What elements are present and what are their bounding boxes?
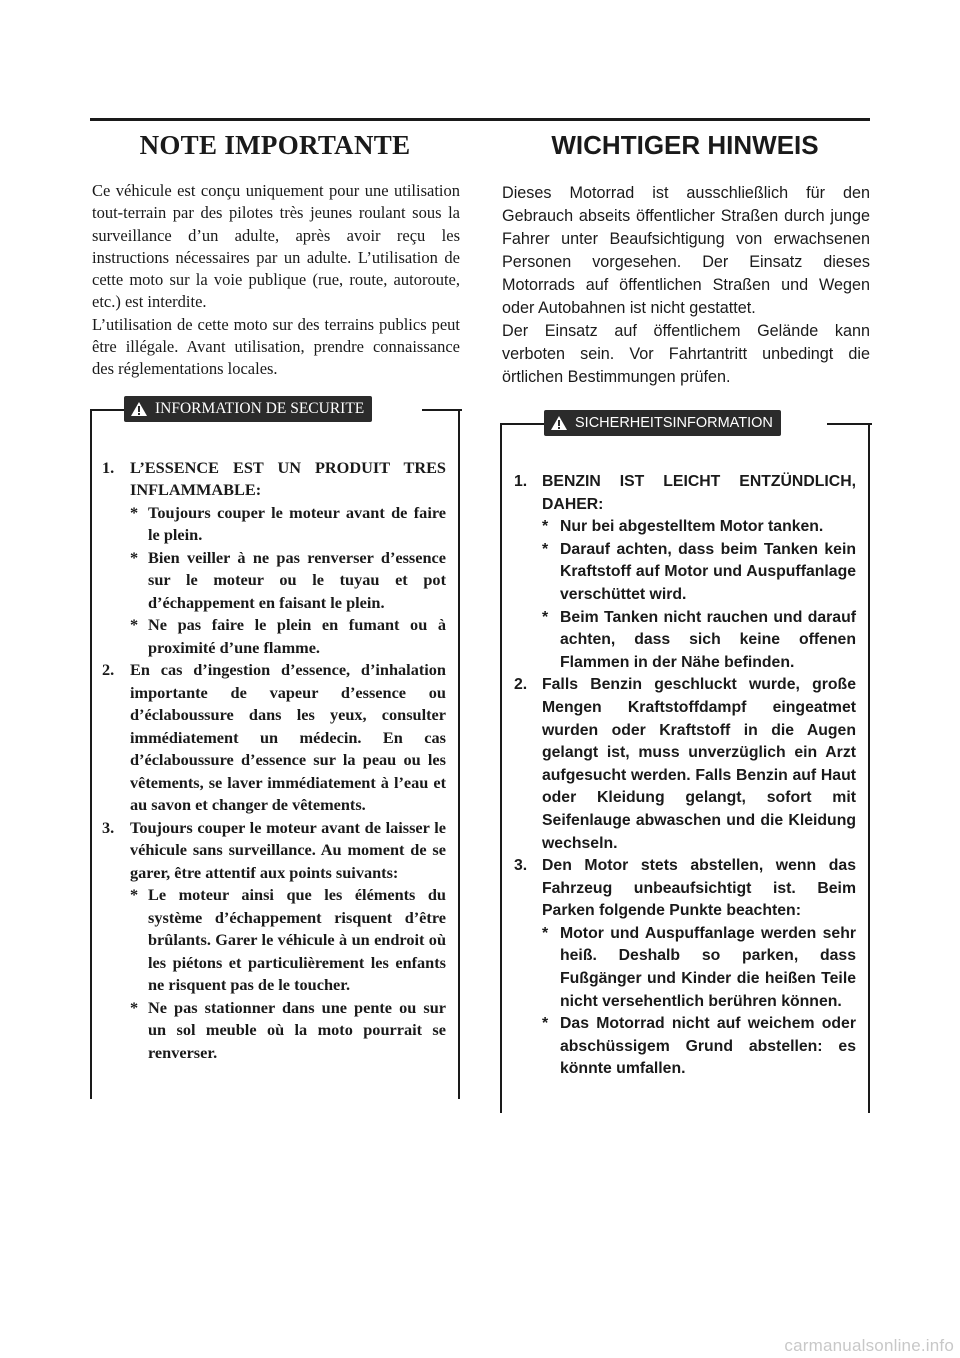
german-item-1 <box>514 471 856 674</box>
german-safety-badge <box>544 410 781 436</box>
box-top-line-left <box>92 409 126 411</box>
french-safety-label: INFORMATION DE SECURITE <box>155 399 365 417</box>
item-number: 2. <box>102 660 115 680</box>
french-safety-box <box>90 399 460 1099</box>
german-safety-list <box>502 423 868 1081</box>
german-safety-label: SICHERHEITSINFORMATION <box>575 415 773 431</box>
sub-item <box>542 607 856 675</box>
star-bullet: * <box>130 615 139 635</box>
sub-item <box>542 539 856 607</box>
star-bullet: * <box>542 608 549 626</box>
german-intro <box>500 182 870 389</box>
sub-item-text: Motor und Auspuffanlage werden sehr heiß. Deshalb so parken, dass Fußgänger und Kinder die heißen Teile nicht versehentlich berühren können. <box>560 924 856 1010</box>
german-column <box>500 124 870 1113</box>
sub-item-text: Ne pas stationner dans une pente ou sur un sol meuble où la moto pourrait se renverser. <box>148 997 446 1062</box>
german-title: WICHTIGER HINWEIS <box>551 130 819 160</box>
sub-item-text: Ne pas faire le plein en fumant ou à proximité d’une flamme. <box>148 615 446 657</box>
french-intro-paragraph-1: Ce véhicule est conçu uniquement pour une utilisation tout-terrain par des pilotes très jeunes roulant sous la surveillance d’un adulte, après avoir reçu les instructions nécessaires par un adulte. L’utilisation de cette moto sur la voie publique (rue, route, autoroute, etc.) est interdite. <box>92 181 460 312</box>
sub-item <box>542 923 856 1013</box>
star-bullet: * <box>542 518 549 536</box>
french-item-3 <box>102 817 446 1065</box>
item-number: 2. <box>514 676 528 694</box>
sub-item <box>542 1013 856 1081</box>
sub-item <box>130 884 446 997</box>
sub-item-text: Nur bei abgestelltem Motor tanken. <box>560 518 824 536</box>
box-top-line-left <box>502 423 546 425</box>
watermark: carmanualsonline.info <box>784 1336 954 1355</box>
french-column <box>90 124 460 1099</box>
french-intro <box>90 180 460 381</box>
item-text: L’ESSENCE EST UN PRODUIT TRES INFLAMMABLE: <box>130 457 446 500</box>
sub-item <box>130 502 446 547</box>
sub-item-text: Le moteur ainsi que les éléments du système d’échappement risquent d’être brûlants. Garer le véhicule à un endroit où les piétons et particulièrement les enfants ne risquent pas de le toucher. <box>148 885 446 995</box>
sub-item <box>542 516 856 539</box>
star-bullet: * <box>542 924 549 942</box>
star-bullet: * <box>130 997 139 1017</box>
french-safety-list <box>92 409 458 1065</box>
french-item-1 <box>102 457 446 660</box>
top-rule <box>90 118 870 121</box>
item-text: Falls Benzin geschluckt wurde, große Mengen Kraftstoffdampf eingeatmet wurden oder Kraftstoff in die Augen gelangt ist, muss unverzüglich ein Arzt aufgesucht werden. Falls Benzin auf Haut oder Kleidung gelangt, sofort mit Seifenlauge abwaschen und die Kleidung wechseln. <box>542 676 856 852</box>
sub-item <box>130 614 446 659</box>
sub-item-text: Beim Tanken nicht rauchen und darauf achten, dass sich keine offenen Flammen in der Nähe befinden. <box>560 608 856 671</box>
star-bullet: * <box>130 502 139 522</box>
sub-item-text: Das Motorrad nicht auf weichem oder abschüssigem Grund abstellen: es könnte umfallen. <box>560 1015 856 1078</box>
item-number: 1. <box>102 457 115 477</box>
box-top-line-right <box>827 423 872 425</box>
sub-item-text: Darauf achten, dass beim Tanken kein Kraftstoff auf Motor und Auspuffanlage verschüttet wird. <box>560 540 856 603</box>
item-text: BENZIN IST LEICHT ENTZÜNDLICH, DAHER: <box>542 473 856 513</box>
item-number: 1. <box>514 473 528 490</box>
box-top-line-right <box>422 409 462 411</box>
french-safety-badge <box>124 396 372 422</box>
german-intro-paragraph-1: Dieses Motorrad ist ausschließlich für den Gebrauch abseits öffentlicher Straßen durch junge Fahrer unter Beaufsichtigung von erwachsenen Personen vorgesehen. Der Einsatz dieses Motorrads auf öffentlichen Straßen und Wegen oder Autobahnen ist nicht gestattet. <box>502 184 870 317</box>
sub-item-text: Bien veiller à ne pas renverser d’essence sur le moteur ou le tuyau et pot d’échappement en faisant le plein. <box>148 547 446 612</box>
item-text: En cas d’ingestion d’essence, d’inhalation importante de vapeur d’essence ou d’éclaboussure dans les yeux, consulter immédiatement un médecin. En cas d’éclaboussure d’essence sur la peau ou les vêtements, se laver immédiatement à l’eau et au savon et changer de vêtements. <box>130 660 446 815</box>
star-bullet: * <box>130 885 139 905</box>
warning-icon <box>130 401 148 417</box>
item-text: Toujours couper le moteur avant de laisser le véhicule sans surveillance. Au moment de se garer, être attentif aux points suivants: <box>130 817 446 882</box>
german-safety-box <box>500 415 870 1113</box>
star-bullet: * <box>542 1015 549 1033</box>
item-number: 3. <box>102 817 115 837</box>
item-number: 3. <box>514 857 528 875</box>
french-title: NOTE IMPORTANTE <box>139 130 411 160</box>
french-intro-paragraph-2: L’utilisation de cette moto sur des terrains publics peut être illégale. Avant utilisation, prendre connaissance des réglementations locales. <box>92 314 460 379</box>
sub-item <box>130 997 446 1065</box>
star-bullet: * <box>130 547 139 567</box>
sub-item <box>130 547 446 615</box>
item-text: Den Motor stets abstellen, wenn das Fahrzeug unbeaufsichtigt ist. Beim Parken folgende Punkte beachten: <box>542 857 856 920</box>
german-item-3 <box>514 855 856 1081</box>
star-bullet: * <box>542 540 549 558</box>
german-item-2 <box>514 674 856 855</box>
warning-icon <box>550 415 568 431</box>
german-intro-paragraph-2: Der Einsatz auf öffentlichem Gelände kann verboten sein. Vor Fahrtantritt unbedingt die örtlichen Bestimmungen prüfen. <box>502 322 870 386</box>
french-item-2 <box>102 659 446 817</box>
sub-item-text: Toujours couper le moteur avant de faire le plein. <box>148 502 446 545</box>
